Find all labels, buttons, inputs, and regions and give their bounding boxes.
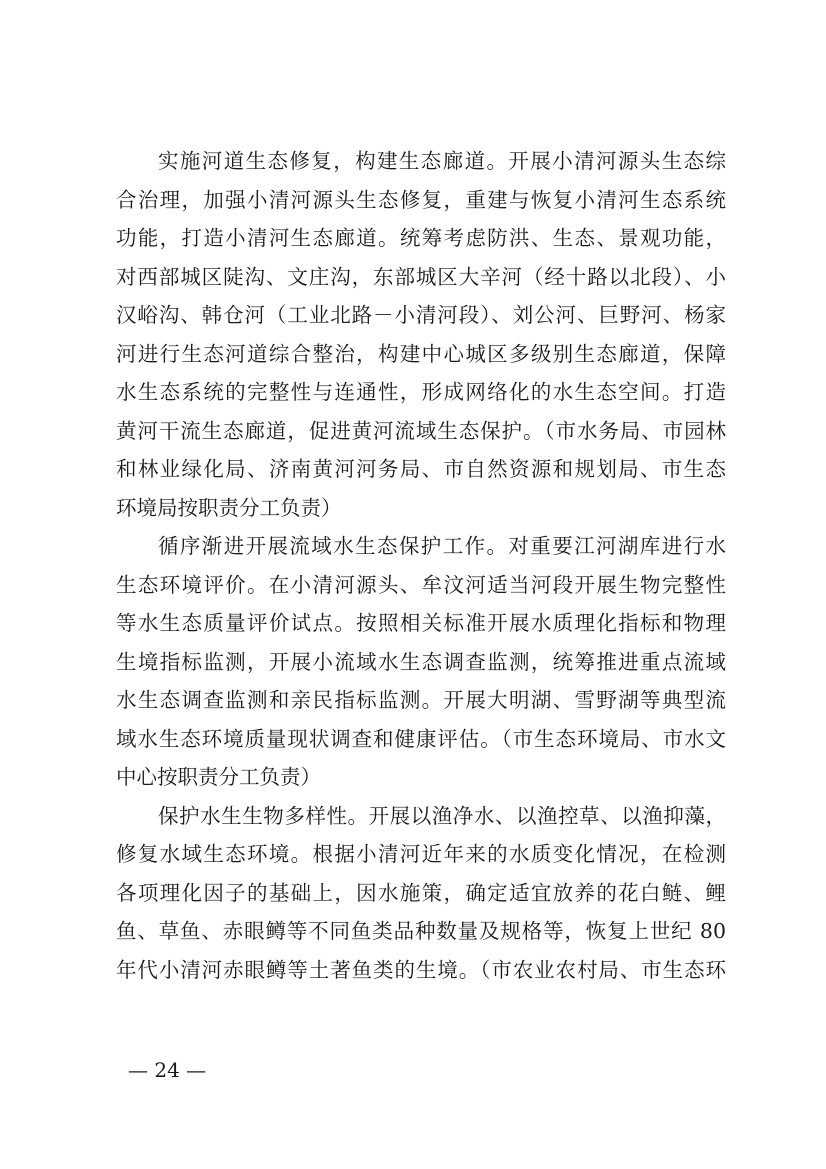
text-line: 修复水域生态环境。根据小清河近年来的水质变化情况，在检测 [116, 842, 726, 866]
text-line: 年代小清河赤眼鳟等土著鱼类的生境。（市农业农村局、市生态环 [116, 957, 726, 982]
text-line: 等水生态质量评价试点。按照相关标准开展水质理化指标和物理 [116, 611, 726, 635]
text-line: 汉峪沟、韩仓河（工业北路－小清河段）、刘公河、巨野河、杨家 [116, 303, 726, 327]
text-line: 对西部城区陡沟、文庄沟，东部城区大辛河（经十路以北段）、小 [116, 264, 726, 289]
text-line: 河进行生态河道综合整治，构建中心城区多级别生态廊道，保障 [116, 341, 726, 366]
text-line: 实施河道生态修复，构建生态廊道。开展小清河源头生态综 [158, 149, 726, 173]
text-line: 生境指标监测，开展小流域水生态调查监测，统筹推进重点流域 [116, 649, 726, 674]
text-line: 水生态调查监测和亲民指标监测。开展大明湖、雪野湖等典型流 [116, 688, 726, 712]
text-line: 域水生态环境质量现状调查和健康评估。（市生态环境局、市水文 [116, 726, 726, 751]
text-line: 和林业绿化局、济南黄河河务局、市自然资源和规划局、市生态 [116, 457, 726, 481]
text-line: 循序渐进开展流域水生态保护工作。对重要江河湖库进行水 [158, 534, 726, 558]
text-line: 各项理化因子的基础上，因水施策，确定适宜放养的花白鲢、鲤 [116, 880, 726, 905]
text-line: 保护水生生物多样性。开展以渔净水、以渔控草、以渔抑藻， [158, 803, 726, 828]
page-number: — 24 — [128, 1058, 207, 1082]
text-line: 环境局按职责分工负责） [116, 495, 342, 520]
text-line: 黄河干流生态廊道，促进黄河流域生态保护。（市水务局、市园林 [116, 418, 726, 443]
text-line: 中心按职责分工负责） [116, 765, 321, 789]
text-line: 合治理，加强小清河源头生态修复，重建与恢复小清河生态系统 [116, 187, 726, 212]
text-line: 功能，打造小清河生态廊道。统筹考虑防洪、生态、景观功能， [116, 226, 726, 250]
body-text [116, 142, 726, 989]
text-line: 生态环境评价。在小清河源头、牟汶河适当河段开展生物完整性 [116, 572, 726, 597]
text-line: 水生态系统的完整性与连通性，形成网络化的水生态空间。打造 [116, 380, 726, 404]
text-line: 鱼、草鱼、赤眼鳟等不同鱼类品种数量及规格等，恢复上世纪 80 [116, 919, 726, 943]
